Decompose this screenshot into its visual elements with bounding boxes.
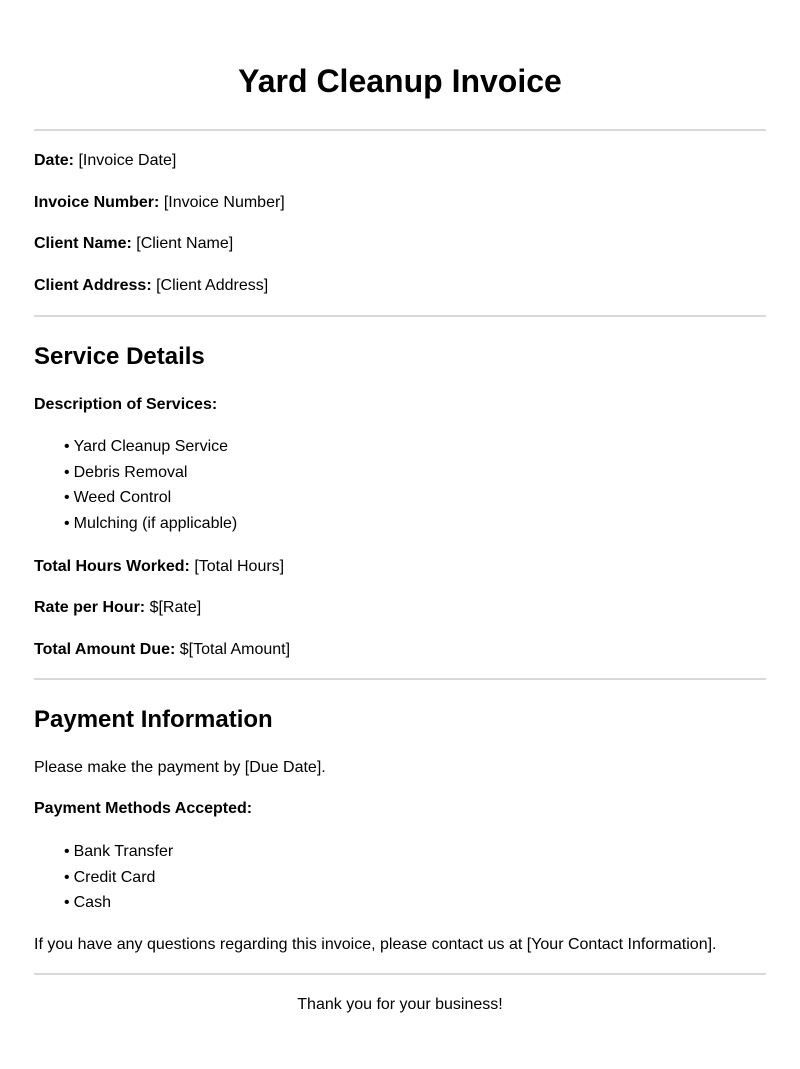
client-address-value: [Client Address]	[156, 277, 269, 294]
list-item: • Mulching (if applicable)	[64, 511, 766, 537]
rate-label: Rate per Hour:	[34, 598, 146, 616]
payment-instruction: Please make the payment by [Due Date].	[34, 758, 326, 776]
payment-methods-label	[34, 799, 766, 819]
payment-information-heading: Payment Information	[34, 705, 273, 733]
service-details-heading: Service Details	[34, 343, 205, 370]
services-list	[34, 434, 766, 537]
list-item: • Weed Control	[64, 485, 766, 511]
client-name-label: Client Name:	[34, 235, 132, 252]
invoice-number-value: [Invoice Number]	[163, 194, 285, 211]
payment-methods-list	[34, 839, 766, 916]
list-item: • Cash	[64, 890, 766, 916]
divider	[34, 129, 766, 131]
date-label: Date:	[34, 152, 75, 169]
client-name-field	[34, 234, 766, 254]
divider	[34, 973, 766, 975]
list-item: • Bank Transfer	[64, 839, 766, 865]
total-hours-field	[34, 557, 766, 577]
payment-methods-label-text: Payment Methods Accepted:	[34, 799, 253, 817]
rate-field	[34, 598, 766, 618]
invoice-number-label: Invoice Number:	[34, 194, 160, 211]
total-amount-label: Total Amount Due:	[34, 640, 176, 658]
list-item: • Yard Cleanup Service	[64, 434, 766, 460]
total-amount-value: $[Total Amount]	[179, 640, 291, 658]
divider	[34, 678, 766, 680]
thank-you-message: Thank you for your business!	[297, 995, 503, 1013]
divider	[34, 315, 766, 317]
date-value: [Invoice Date]	[78, 152, 177, 169]
description-label	[34, 395, 766, 415]
client-address-field	[34, 276, 766, 296]
client-name-value: [Client Name]	[136, 235, 234, 252]
description-label-text: Description of Services:	[34, 396, 218, 413]
total-hours-value: [Total Hours]	[194, 557, 285, 575]
list-item: • Debris Removal	[64, 460, 766, 486]
rate-value: $[Rate]	[149, 598, 202, 616]
contact-note: If you have any questions regarding this invoice, please contact us at [Your Contact Information].	[34, 935, 717, 953]
list-item: • Credit Card	[64, 865, 766, 891]
client-address-label: Client Address:	[34, 277, 152, 294]
invoice-number-field	[34, 193, 766, 213]
total-amount-field	[34, 640, 766, 660]
date-field	[34, 151, 766, 171]
total-hours-label: Total Hours Worked:	[34, 557, 190, 575]
page-title: Yard Cleanup Invoice	[238, 63, 562, 99]
